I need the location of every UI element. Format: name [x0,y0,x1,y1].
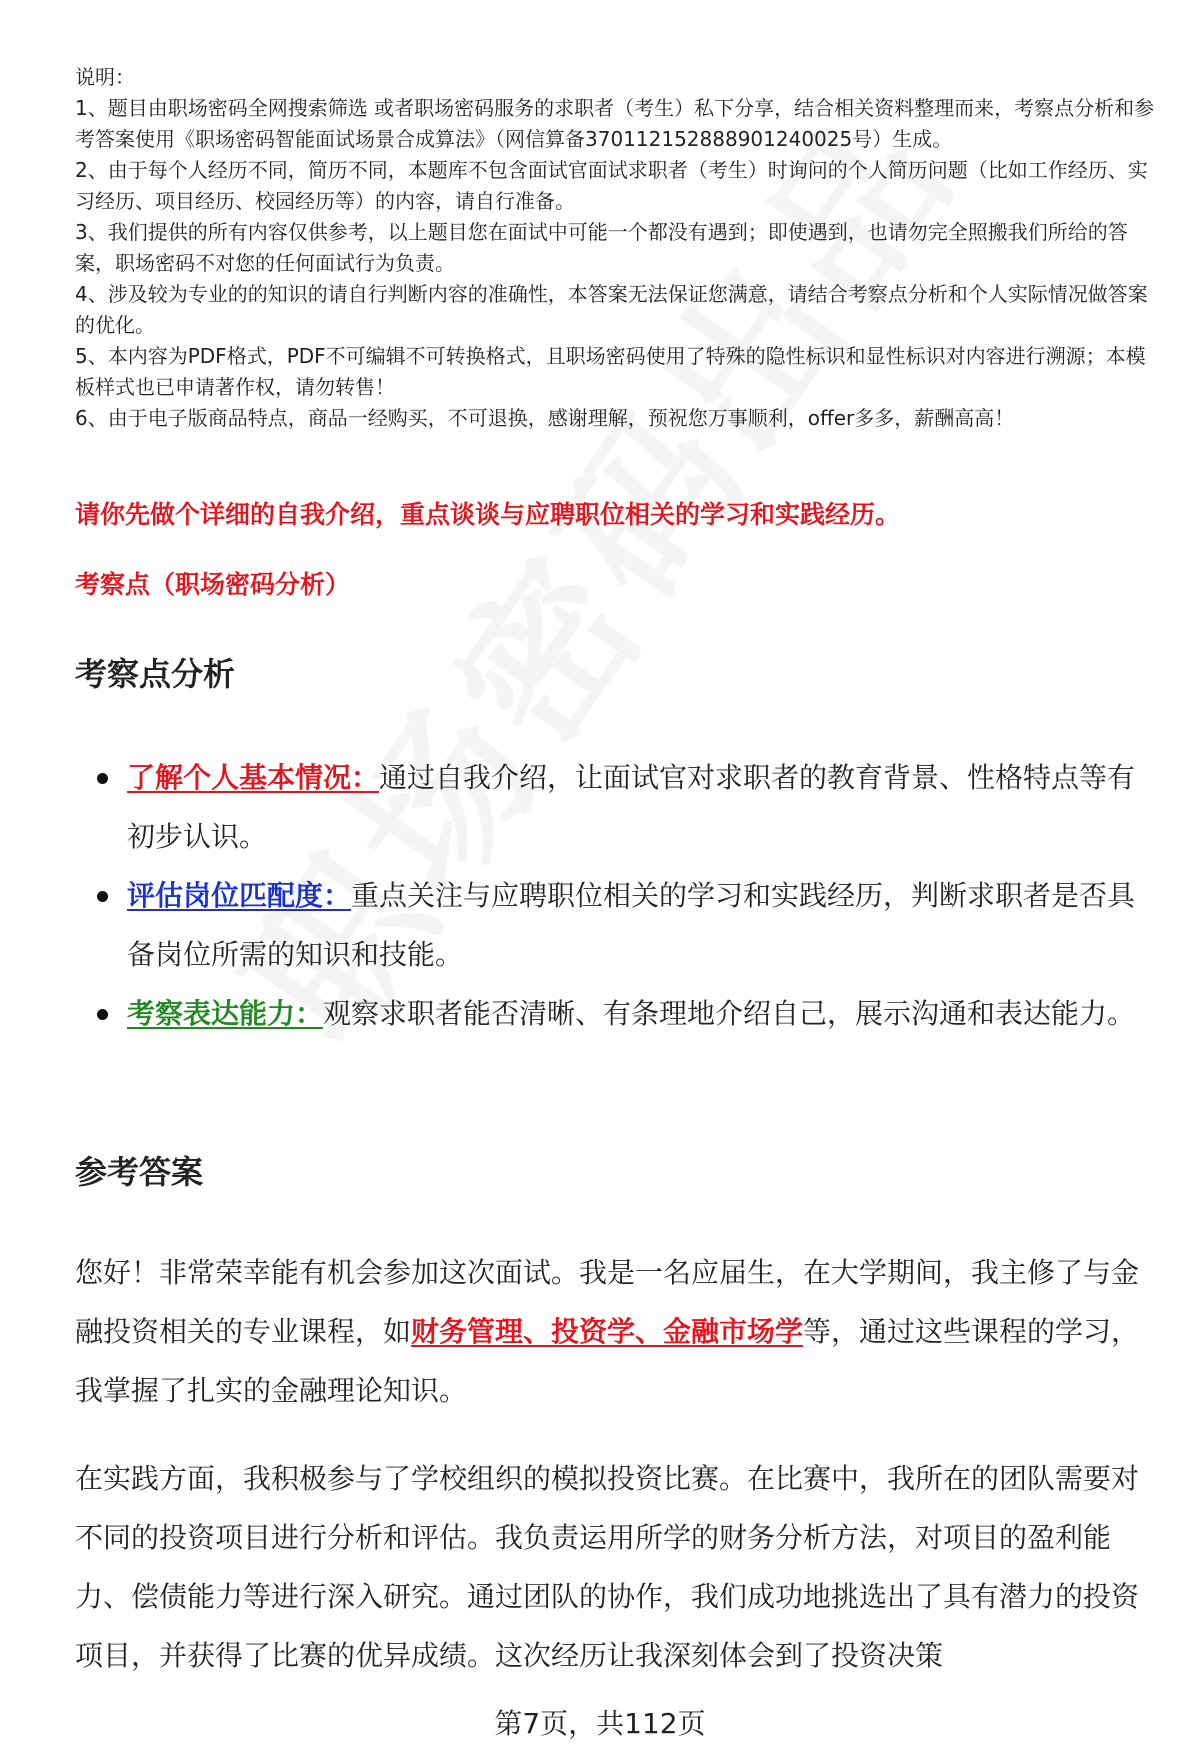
analysis-source-label: 考察点（职场密码分析） [75,570,351,599]
note-line: 6、由于电子版商品特点，商品一经购买，不可退换，感谢理解，预祝您万事顺利，offer多多，薪酬高高！ [75,406,1015,430]
bullet-dot-icon [97,773,108,784]
answer-highlight: 财务管理、投资学、金融市场学 [411,1315,804,1348]
answer-paragraph: 在实践方面，我积极参与了学校组织的模拟投资比赛。在比赛中，我所在的团队需要对不同的投资项目进行分析和评估。我负责运用所学的财务分析方法，对项目的盈利能力、偿债能力等进行深入研究。通过团队的协作，我们成功地挑选出了具有潜力的投资项目，并获得了比赛的优异成绩。这次经历让我深刻体会到了投资决策 [75,1462,1140,1672]
answer-text: 您好！非常荣幸能有机会参加这次面试。我是一名应届生，在大学期间，我主修了与金融投资相关的专业课程，如 [75,1256,1140,1348]
note-line: 2、由于每个人经历不同，简历不同，本题库不包含面试官面试求职者（考生）时询问的个人简历问题（比如工作经历、实习经历、项目经历、校园经历等）的内容，请自行准备。 [75,158,1148,213]
answer-heading: 参考答案 [75,1153,204,1191]
analysis-item-text: 通过自我介绍，让面试官对求职者的教育背景、性格特点等有初步认识。 [127,761,1136,853]
page-number: 第7页，共112页 [494,1707,706,1740]
answer-text: 等，通过这些课程的学习，我掌握了扎实的金融理论知识。 [75,1315,1140,1407]
analysis-item-text: 观察求职者能否清晰、有条理地介绍自己，展示沟通和表达能力。 [323,997,1136,1030]
notes-title: 说明： [75,65,135,89]
analysis-list [75,748,1150,1043]
bullet-dot-icon [97,1009,108,1020]
note-line: 1、题目由职场密码全网搜索筛选 或者职场密码服务的求职者（考生）私下分享，结合相关资料整理而来，考察点分析和参考答案使用《职场密码智能面试场景合成算法》（网信算备370112152888901240025号）生成。 [75,96,1155,151]
analysis-item [75,984,1150,1043]
interview-question: 请你先做个详细的自我介绍，重点谈谈与应聘职位相关的学习和实践经历。 [75,500,901,529]
analysis-item-key: 评估岗位匹配度： [127,879,352,912]
note-line: 5、本内容为PDF格式，PDF不可编辑不可转换格式，且职场密码使用了特殊的隐性标识和显性标识对内容进行溯源；本模板样式也已申请著作权，请勿转售！ [75,344,1146,399]
bullet-dot-icon [97,891,108,902]
analysis-item-text: 重点关注与应聘职位相关的学习和实践经历，判断求职者是否具备岗位所需的知识和技能。 [127,879,1136,971]
analysis-item [75,866,1150,984]
notes-block [75,62,1160,434]
analysis-item-key: 了解个人基本情况： [127,761,380,794]
note-line: 4、涉及较为专业的的知识的请自行判断内容的准确性，本答案无法保证您满意，请结合考察点分析和个人实际情况做答案的优化。 [75,282,1148,337]
answer-paragraph [75,1243,1155,1420]
analysis-item-key: 考察表达能力： [127,997,324,1030]
note-line: 3、我们提供的所有内容仅供参考，以上题目您在面试中可能一个都没有遇到；即使遇到，也请勿完全照搬我们所给的答案，职场密码不对您的任何面试行为负责。 [75,220,1128,275]
analysis-item [75,748,1150,866]
analysis-heading: 考察点分析 [75,655,236,693]
